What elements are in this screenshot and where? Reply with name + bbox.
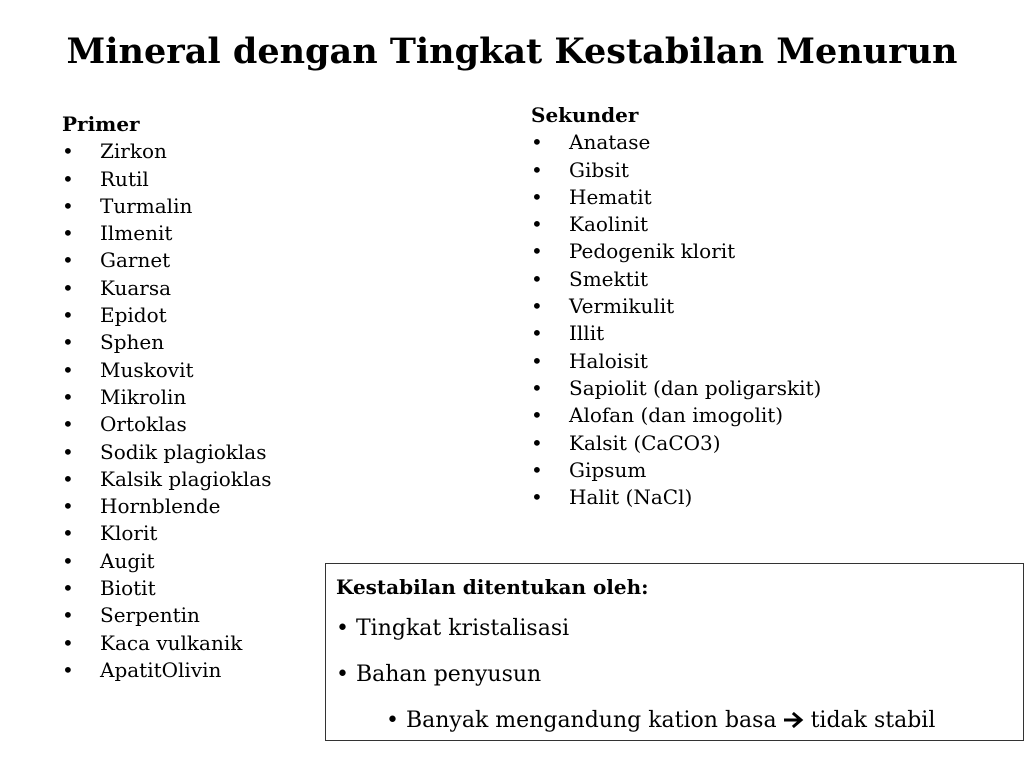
mineral-item (62, 166, 271, 193)
mineral-name: Hematit (569, 184, 652, 209)
mineral-name: Anatase (569, 130, 651, 155)
primer-list (62, 138, 271, 684)
bullet: • (531, 375, 543, 400)
mineral-item (62, 630, 271, 657)
mineral-item (62, 493, 271, 520)
mineral-name: Kaca vulkanik (100, 630, 243, 655)
mineral-name: Turmalin (100, 193, 193, 218)
mineral-item (62, 657, 271, 684)
bullet: • (531, 403, 543, 428)
bullet: • (62, 330, 74, 355)
mineral-item (62, 138, 271, 165)
bullet: • (62, 139, 74, 164)
mineral-item (531, 320, 821, 347)
mineral-item (531, 375, 821, 402)
box-sub-point-text: Banyak mengandung kation basa (405, 708, 777, 733)
mineral-item (62, 602, 271, 629)
mineral-item (62, 357, 271, 384)
mineral-item (531, 293, 821, 320)
mineral-name: Epidot (100, 303, 167, 328)
box-sub-point-cation (336, 707, 1023, 734)
mineral-item (531, 129, 821, 156)
bullet: • (62, 221, 74, 246)
mineral-name: Sodik plagioklas (100, 439, 267, 464)
bullet: • (62, 166, 74, 191)
mineral-item (62, 439, 271, 466)
mineral-name: Garnet (100, 248, 171, 273)
mineral-name: Zirkon (100, 139, 167, 164)
mineral-item (62, 220, 271, 247)
bullet: • (62, 603, 74, 628)
mineral-name: Ilmenit (100, 221, 173, 246)
primer-heading: Primer (62, 112, 140, 136)
bullet: • (62, 576, 74, 601)
mineral-item (62, 575, 271, 602)
bullet: • (62, 275, 74, 300)
box-point-composition (336, 661, 1023, 688)
mineral-item (531, 211, 821, 238)
mineral-item (62, 466, 271, 493)
mineral-name: Rutil (100, 166, 149, 191)
mineral-name: Sapiolit (dan poligarskit) (569, 375, 822, 400)
bullet: • (62, 439, 74, 464)
mineral-item (62, 411, 271, 438)
mineral-item (531, 157, 821, 184)
bullet: • (531, 266, 543, 291)
stability-info-box (325, 563, 1024, 741)
bullet: • (62, 384, 74, 409)
bullet: • (62, 357, 74, 382)
bullet: • (531, 130, 543, 155)
mineral-name: Gipsum (569, 457, 647, 482)
mineral-item (62, 329, 271, 356)
mineral-item (62, 548, 271, 575)
mineral-item (531, 348, 821, 375)
bullet: • (62, 303, 74, 328)
mineral-item (62, 384, 271, 411)
box-point-crystallization (336, 615, 1023, 642)
mineral-item (62, 520, 271, 547)
bullet: • (62, 466, 74, 491)
box-point-text: Bahan penyusun (355, 662, 542, 687)
mineral-name: Illit (569, 321, 605, 346)
sekunder-heading: Sekunder (531, 103, 639, 127)
mineral-item (62, 302, 271, 329)
bullet: • (62, 248, 74, 273)
mineral-name: Gibsit (569, 157, 629, 182)
mineral-name: Kaolinit (569, 212, 649, 237)
bullet: • (531, 321, 543, 346)
mineral-name: Haloisit (569, 348, 648, 373)
mineral-name: Sphen (100, 330, 165, 355)
bullet: • (531, 184, 543, 209)
slide-title: Mineral dengan Tingkat Kestabilan Menurun (66, 31, 958, 72)
mineral-name: Mikrolin (100, 384, 187, 409)
bullet: • (531, 294, 543, 319)
mineral-item (531, 457, 821, 484)
mineral-item (531, 238, 821, 265)
mineral-name: Augit (100, 548, 155, 573)
mineral-name: Vermikulit (569, 294, 675, 319)
bullet: • (531, 212, 543, 237)
bullet: • (62, 657, 74, 682)
bullet: • (62, 494, 74, 519)
bullet: • (531, 157, 543, 182)
bullet: • (62, 548, 74, 573)
box-sub-point-result: tidak stabil (810, 708, 936, 733)
mineral-name: Halit (NaCl) (569, 485, 693, 510)
box-heading: Kestabilan ditentukan oleh: (336, 575, 649, 599)
box-point-text: Tingkat kristalisasi (355, 616, 570, 641)
mineral-name: Serpentin (100, 603, 200, 628)
bullet: • (531, 430, 543, 455)
right-arrow-icon (784, 708, 804, 724)
mineral-name: Kalsit (CaCO3) (569, 430, 721, 455)
mineral-item (531, 484, 821, 511)
mineral-item (62, 247, 271, 274)
bullet: • (336, 662, 349, 687)
sekunder-list (531, 129, 821, 511)
mineral-item (62, 275, 271, 302)
mineral-name: Kalsik plagioklas (100, 466, 272, 491)
bullet: • (62, 193, 74, 218)
mineral-item (531, 184, 821, 211)
mineral-name: Pedogenik klorit (569, 239, 736, 264)
bullet: • (531, 348, 543, 373)
mineral-name: Smektit (569, 266, 649, 291)
sekunder-column (531, 102, 821, 511)
bullet: • (531, 457, 543, 482)
bullet: • (531, 239, 543, 264)
mineral-item (531, 402, 821, 429)
bullet: • (62, 521, 74, 546)
mineral-item (62, 193, 271, 220)
bullet: • (62, 412, 74, 437)
bullet: • (336, 616, 349, 641)
mineral-name: Hornblende (100, 494, 221, 519)
mineral-name: Alofan (dan imogolit) (569, 403, 784, 428)
mineral-name: Kuarsa (100, 275, 172, 300)
mineral-name: Muskovit (100, 357, 194, 382)
mineral-name: Klorit (100, 521, 158, 546)
mineral-name: Ortoklas (100, 412, 187, 437)
bullet: • (62, 630, 74, 655)
mineral-name: Biotit (100, 576, 156, 601)
mineral-item (531, 430, 821, 457)
mineral-item (531, 266, 821, 293)
bullet: • (386, 708, 399, 733)
bullet: • (531, 485, 543, 510)
mineral-name: ApatitOlivin (100, 657, 222, 682)
primer-column (62, 111, 271, 684)
